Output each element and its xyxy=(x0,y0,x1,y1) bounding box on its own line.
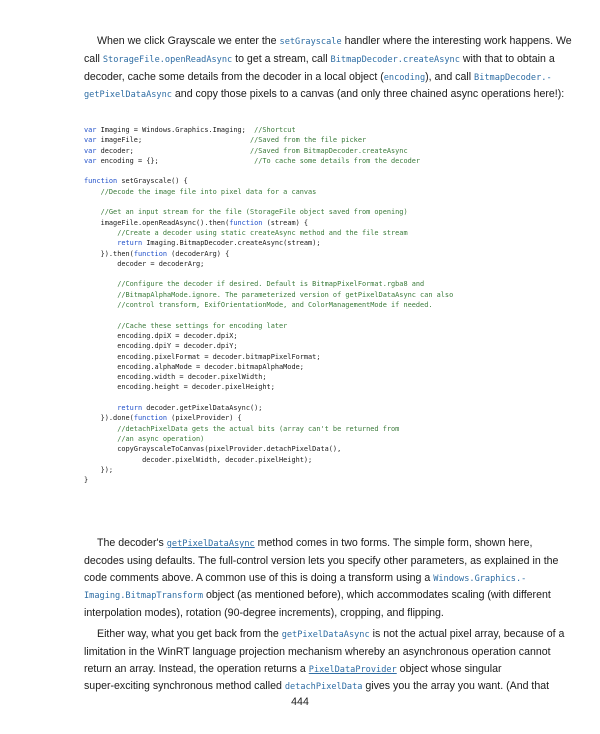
code-line xyxy=(84,156,554,166)
decoder-paragraph xyxy=(84,535,559,622)
code-keyword: var xyxy=(84,156,97,165)
code-link[interactable]: getPixelDataAsync xyxy=(166,539,255,549)
code-line xyxy=(84,331,554,341)
text-run: handler where the interesting work happens. We xyxy=(341,35,572,47)
code-line xyxy=(84,434,554,444)
code-line xyxy=(84,135,554,145)
code-line xyxy=(84,475,554,485)
code-line xyxy=(84,228,554,238)
code-line xyxy=(84,290,554,300)
code-text: encoding = {}; xyxy=(96,156,255,165)
text-run: The decoder's xyxy=(97,537,167,549)
inline-code: setGrayscale xyxy=(279,37,342,47)
code-line xyxy=(84,146,554,156)
code-line xyxy=(84,393,554,403)
code-keyword: function xyxy=(84,177,118,186)
text-run: and copy those pixels to a canvas (and only three chained async operations here!): xyxy=(171,88,565,101)
text-run: decoder, cache some details from the decoder in a local object ( xyxy=(84,70,384,83)
code-keyword: function xyxy=(133,249,168,258)
pixel-data-paragraph xyxy=(84,626,565,696)
text-run: with that to obtain a xyxy=(459,52,555,65)
text-run: call xyxy=(84,52,103,65)
code-line xyxy=(84,279,554,289)
code-line xyxy=(84,403,554,413)
text-run: return an array. Instead, the operation returns a xyxy=(84,662,309,675)
inline-code: getPixelDataAsync xyxy=(281,630,370,640)
text-run: is not the actual pixel array, because of a xyxy=(369,628,565,640)
code-comment: //Configure the decoder if desired. Default is BitmapPixelFormat.rgba8 and xyxy=(117,280,425,289)
code-line xyxy=(84,238,554,248)
code-indent xyxy=(84,363,117,371)
intro-line xyxy=(84,51,555,69)
intro-line xyxy=(84,69,552,87)
code-text: Imaging = Windows.Graphics.Imaging; xyxy=(96,126,255,134)
intro-line xyxy=(84,86,565,104)
text-run: method comes in two forms. The simple form, shown here, xyxy=(254,537,533,549)
code-comment: //Saved from BitmapDecoder.createAsync xyxy=(249,146,408,155)
code-indent xyxy=(84,342,117,350)
code-line xyxy=(84,382,554,392)
code-line xyxy=(84,372,554,382)
code-indent xyxy=(84,301,117,309)
code-text: encoding.dpiX = decoder.dpiX; xyxy=(117,331,238,340)
decoder-line: decodes using defaults. The full-control version lets you specify other parameters, as explained in the xyxy=(84,554,559,567)
text-run: code comments above. A common use of this is doing a transform using a xyxy=(84,571,434,584)
code-keyword: function xyxy=(133,414,168,423)
text-run: ), and call xyxy=(425,70,475,83)
code-text: (decoderArg) { xyxy=(167,249,230,258)
text-run: to get a stream, call xyxy=(232,52,331,65)
code-indent xyxy=(84,219,101,227)
code-line xyxy=(84,352,554,362)
code-keyword: var xyxy=(84,136,97,145)
code-indent xyxy=(84,250,101,258)
inline-code: StorageFile.openReadAsync xyxy=(102,54,233,65)
code-keyword: return xyxy=(117,404,143,413)
code-text: encoding.dpiY = decoder.dpiY; xyxy=(117,342,238,351)
code-line xyxy=(84,413,554,423)
code-indent xyxy=(84,188,101,196)
inline-code: Windows.Graphics.- xyxy=(433,573,527,584)
code-indent xyxy=(84,260,117,268)
code-comment: //BitmapAlphaMode.ignore. The parameterized version of getPixelDataAsync can also xyxy=(117,290,454,299)
code-keyword: var xyxy=(84,126,97,134)
code-indent xyxy=(84,208,101,216)
code-text: imageFile.openReadAsync().then( xyxy=(100,218,230,227)
code-indent xyxy=(84,435,117,443)
intro-line xyxy=(84,33,572,51)
decoder-line xyxy=(84,535,546,553)
code-indent xyxy=(84,445,117,453)
code-line xyxy=(84,341,554,351)
decoder-line xyxy=(84,587,551,605)
inline-code: encoding xyxy=(383,72,426,83)
text-run: super-exciting synchronous method called xyxy=(84,680,285,693)
code-line xyxy=(84,310,554,320)
text-run: object whose singular xyxy=(396,662,502,675)
inline-code: getPixelDataAsync xyxy=(84,90,172,101)
text-run: When we click Grayscale we enter the xyxy=(97,35,280,47)
code-text: encoding.width = decoder.pixelWidth; xyxy=(117,373,267,382)
code-line xyxy=(84,207,554,217)
code-text: } xyxy=(84,476,89,485)
code-indent xyxy=(84,322,117,330)
code-line xyxy=(84,176,554,186)
code-text: decoder.getPixelDataAsync(); xyxy=(142,404,263,413)
inline-code: Imaging.BitmapTransform xyxy=(84,591,203,602)
code-keyword: var xyxy=(84,146,97,155)
code-line xyxy=(84,444,554,454)
text-run: Either way, what you get back from the xyxy=(97,628,282,640)
code-text: Imaging.BitmapDecoder.createAsync(stream); xyxy=(142,239,321,248)
code-indent xyxy=(84,456,142,464)
code-line xyxy=(84,249,554,259)
pixel-data-line: limitation in the WinRT language projection mechanism whereby an asynchronous operation cannot xyxy=(84,645,551,658)
code-text: }).done( xyxy=(100,414,134,423)
code-text: (pixelProvider) { xyxy=(167,414,242,423)
code-indent xyxy=(84,332,117,340)
code-indent xyxy=(84,404,117,412)
code-line xyxy=(84,259,554,269)
text-run: object (as mentioned before), which accommodates scaling (with different xyxy=(203,589,551,602)
pixel-data-line xyxy=(84,626,565,644)
code-line xyxy=(84,125,554,135)
decoder-line: interpolation modes), rotation (90-degree increments), cropping, and flipping. xyxy=(84,607,444,620)
code-text: encoding.alphaMode = decoder.bitmapAlphaMode; xyxy=(117,362,304,371)
code-comment: //Cache these settings for encoding later xyxy=(117,321,288,330)
code-indent xyxy=(84,425,117,433)
code-text: }).then( xyxy=(100,249,134,258)
code-comment: //an async operation) xyxy=(117,434,205,443)
code-listing xyxy=(84,125,554,485)
code-indent xyxy=(84,239,117,247)
code-indent xyxy=(84,229,117,237)
code-indent xyxy=(84,414,101,422)
code-text: decoder.pixelWidth, decoder.pixelHeight); xyxy=(142,455,313,464)
code-indent xyxy=(84,353,117,361)
code-line xyxy=(84,465,554,475)
code-line xyxy=(84,362,554,372)
code-text: (stream) { xyxy=(262,218,309,227)
code-line xyxy=(84,218,554,228)
code-line xyxy=(84,197,554,207)
code-line xyxy=(84,187,554,197)
code-text: encoding.pixelFormat = decoder.bitmapPixelFormat; xyxy=(117,352,321,361)
code-text: imageFile; xyxy=(96,136,250,145)
code-comment: //detachPixelData gets the actual bits (array can't be returned from xyxy=(117,424,400,433)
decoder-line xyxy=(84,570,546,588)
code-line xyxy=(84,455,554,465)
code-indent xyxy=(84,383,117,391)
code-text: decoder = decoderArg; xyxy=(117,259,205,268)
inline-code: detachPixelData xyxy=(284,682,363,693)
code-comment: //To cache some details from the decoder xyxy=(254,156,421,165)
code-text: copyGrayscaleToCanvas(pixelProvider.detachPixelData(), xyxy=(117,445,342,454)
code-comment: //Get an input stream for the file (StorageFile object saved from opening) xyxy=(100,208,408,217)
code-line xyxy=(84,424,554,434)
code-line xyxy=(84,300,554,310)
code-text: setGrayscale() { xyxy=(117,177,188,186)
code-comment: //control transform, ExifOrientationMode, and ColorManagementMode if needed. xyxy=(117,301,433,310)
code-line xyxy=(84,166,554,176)
code-link[interactable]: PixelDataProvider xyxy=(308,664,397,675)
code-indent xyxy=(84,280,117,288)
code-text: }); xyxy=(100,465,114,474)
text-run: gives you the array you want. (And that xyxy=(362,680,550,693)
page-number: 444 xyxy=(291,696,309,708)
code-comment: //Create a decoder using static createAsync method and the file stream xyxy=(117,228,408,237)
code-text: encoding.height = decoder.pixelHeight; xyxy=(117,383,275,392)
code-text: decoder; xyxy=(96,146,250,155)
inline-code: BitmapDecoder.- xyxy=(474,72,552,83)
code-indent xyxy=(84,373,117,381)
code-line xyxy=(84,269,554,279)
code-comment: //Saved from the file picker xyxy=(249,136,367,145)
code-comment: //Decode the image file into pixel data for a canvas xyxy=(100,187,317,196)
inline-code: BitmapDecoder.createAsync xyxy=(330,54,460,65)
pixel-data-line xyxy=(84,661,546,679)
pixel-data-line xyxy=(84,678,550,696)
code-keyword: function xyxy=(229,218,263,227)
code-comment: //Shortcut xyxy=(254,126,296,134)
code-line xyxy=(84,321,554,331)
code-indent xyxy=(84,291,117,299)
code-indent xyxy=(84,466,101,474)
intro-paragraph xyxy=(84,33,572,104)
code-keyword: return xyxy=(117,239,143,248)
